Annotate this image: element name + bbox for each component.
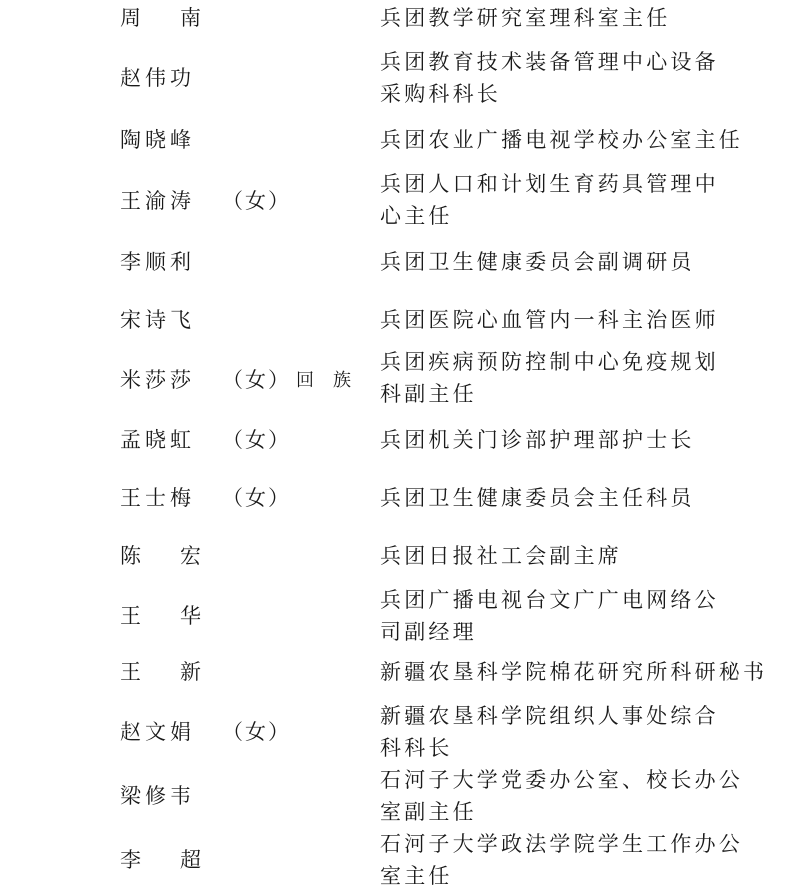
title-line: 兵团教育技术装备管理中心设备 <box>380 50 719 74</box>
title-line: 兵团日报社工会副主席 <box>380 544 622 568</box>
title-line: 室副主任 <box>380 800 477 824</box>
person-title <box>380 246 695 278</box>
person-title <box>380 656 767 688</box>
gender-note: （女） <box>222 428 291 452</box>
person-title <box>380 346 719 410</box>
title-line: 新疆农垦科学院棉花研究所科研秘书 <box>380 660 768 684</box>
gender-note: （女） <box>222 720 291 744</box>
title-line: 兵团农业广播电视学校办公室主任 <box>380 128 743 152</box>
title-line: 心主任 <box>380 204 453 228</box>
title-line: 兵团机关门诊部护理部护士长 <box>380 428 695 452</box>
title-line: 科副主任 <box>380 382 477 406</box>
person-name: 陈宏 <box>120 544 240 568</box>
person-title <box>380 540 622 572</box>
title-line: 科科长 <box>380 736 453 760</box>
title-line: 司副经理 <box>380 620 477 644</box>
person-name: 李超 <box>120 848 240 872</box>
person-name: 赵伟功 <box>120 66 195 90</box>
person-name: 王士梅 <box>120 486 195 510</box>
gender-note: （女） <box>222 189 291 213</box>
title-line: 兵团人口和计划生育药具管理中 <box>380 172 719 196</box>
person-title <box>380 584 719 648</box>
person-title <box>380 828 743 892</box>
title-line: 兵团卫生健康委员会副调研员 <box>380 250 695 274</box>
person-name: 孟晓虹 <box>120 428 195 452</box>
person-name: 陶晓峰 <box>120 128 195 152</box>
person-title <box>380 2 670 34</box>
title-line: 兵团医院心血管内一科主治医师 <box>380 308 719 332</box>
person-name: 王渝涛 <box>120 189 195 213</box>
person-title <box>380 764 743 828</box>
title-line: 新疆农垦科学院组织人事处综合 <box>380 704 719 728</box>
title-line: 室主任 <box>380 864 453 888</box>
title-line: 采购科科长 <box>380 82 501 106</box>
person-name: 周南 <box>120 6 240 30</box>
person-title <box>380 46 719 110</box>
person-title <box>380 124 743 156</box>
person-title <box>380 700 719 764</box>
gender-note: （女） <box>222 486 291 510</box>
ethnicity-note: 回族 <box>296 370 370 391</box>
title-line: 兵团卫生健康委员会主任科员 <box>380 486 695 510</box>
person-name: 赵文娟 <box>120 720 195 744</box>
person-name: 李顺利 <box>120 250 195 274</box>
title-line: 兵团广播电视台文广广电网络公 <box>380 588 719 612</box>
person-name: 宋诗飞 <box>120 308 195 332</box>
title-line: 兵团教学研究室理科室主任 <box>380 6 671 30</box>
person-name: 米莎莎 <box>120 368 195 392</box>
gender-note: （女） <box>222 368 291 392</box>
person-title <box>380 482 695 514</box>
title-line: 石河子大学党委办公室、校长办公 <box>380 768 743 792</box>
title-line: 石河子大学政法学院学生工作办公 <box>380 832 743 856</box>
title-line: 兵团疾病预防控制中心免疫规划 <box>380 350 719 374</box>
person-title <box>380 424 695 456</box>
person-name: 王新 <box>120 660 240 684</box>
person-name: 梁修韦 <box>120 784 195 808</box>
person-title <box>380 168 719 232</box>
person-name: 王华 <box>120 604 240 628</box>
person-title <box>380 304 719 336</box>
